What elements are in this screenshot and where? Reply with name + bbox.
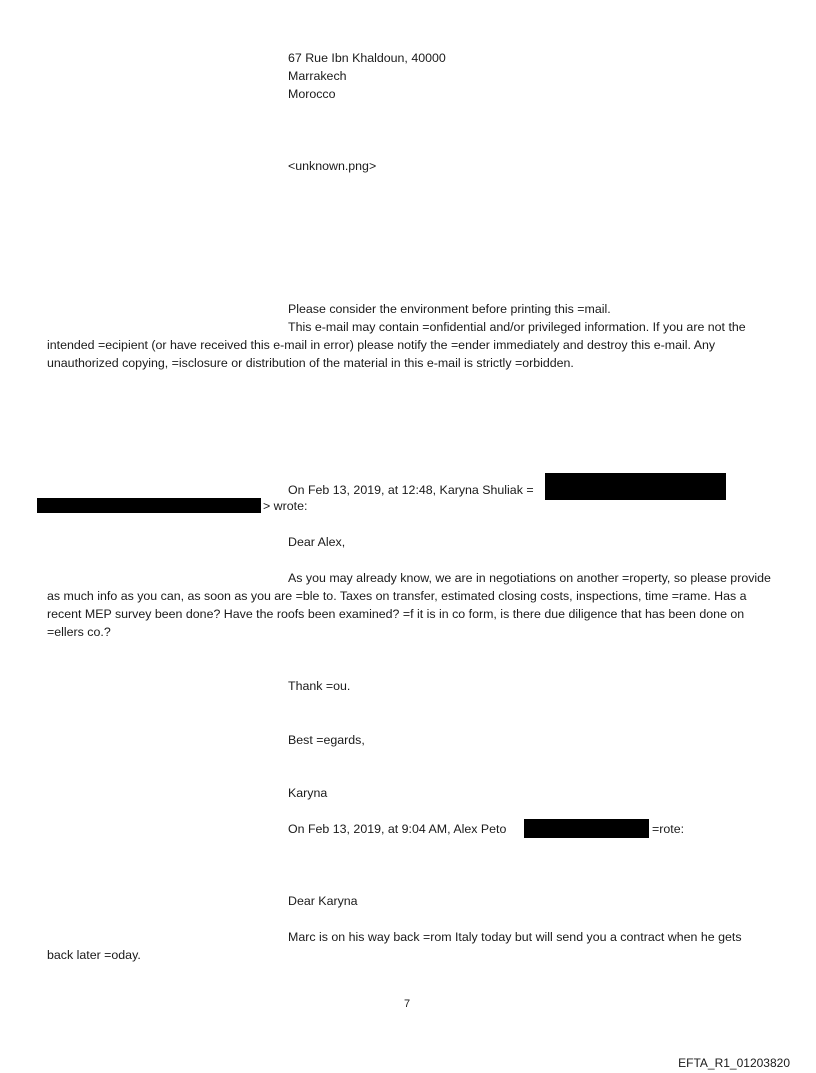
- email2-header-start: On Feb 13, 2019, at 9:04 AM, Alex Peto: [288, 822, 507, 836]
- email1-thanks: Thank =ou.: [288, 679, 351, 693]
- email1-body-text: As you may already know, we are in negotiations on another =roperty, so please provide as much info as you can, as soon as you are =ble to. Taxes on transfer, estimated closing costs, inspections, time =rame. Has a recent MEP survey been done? Have the roofs been examined? =f it is in co form, is there due diligence that has been done on =ellers co.?: [47, 571, 771, 639]
- redaction-block: [37, 498, 261, 513]
- email2-body: [47, 928, 771, 964]
- email1-header-start: On Feb 13, 2019, at 12:48, Karyna Shuliak =: [288, 483, 534, 497]
- attachment-placeholder: <unknown.png>: [288, 159, 377, 173]
- disclaimer-text: This e-mail may contain =onfidential and/or privileged information. If you are not the intended =ecipient (or have received this e-mail in error) please notify the =ender immediately and destroy this e-mail. Any unauthorized copying, =isclosure or distribution of the material in this e-mail is strictly =orbidden.: [47, 320, 746, 370]
- environment-notice: Please consider the environment before printing this =mail.: [288, 302, 611, 316]
- email1-greeting: Dear Alex,: [288, 535, 346, 549]
- redaction-block: [524, 819, 649, 838]
- email2-greeting: Dear Karyna: [288, 894, 358, 908]
- email1-closing: Best =egards,: [288, 733, 365, 747]
- address-line-2: Marrakech: [288, 69, 347, 83]
- email1-header-end: > wrote:: [263, 499, 308, 513]
- redaction-block: [545, 473, 726, 500]
- confidentiality-disclaimer: [47, 318, 771, 372]
- address-line-1: 67 Rue Ibn Khaldoun, 40000: [288, 51, 446, 65]
- email1-body: [47, 569, 771, 641]
- page-number: 7: [404, 998, 411, 1010]
- email2-header-end: =rote:: [652, 822, 685, 836]
- email2-body-text: Marc is on his way back =rom Italy today but will send you a contract when he gets back later =oday.: [47, 930, 742, 962]
- email1-signature: Karyna: [288, 786, 328, 800]
- document-id: EFTA_R1_01203820: [678, 1056, 790, 1070]
- address-line-3: Morocco: [288, 87, 336, 101]
